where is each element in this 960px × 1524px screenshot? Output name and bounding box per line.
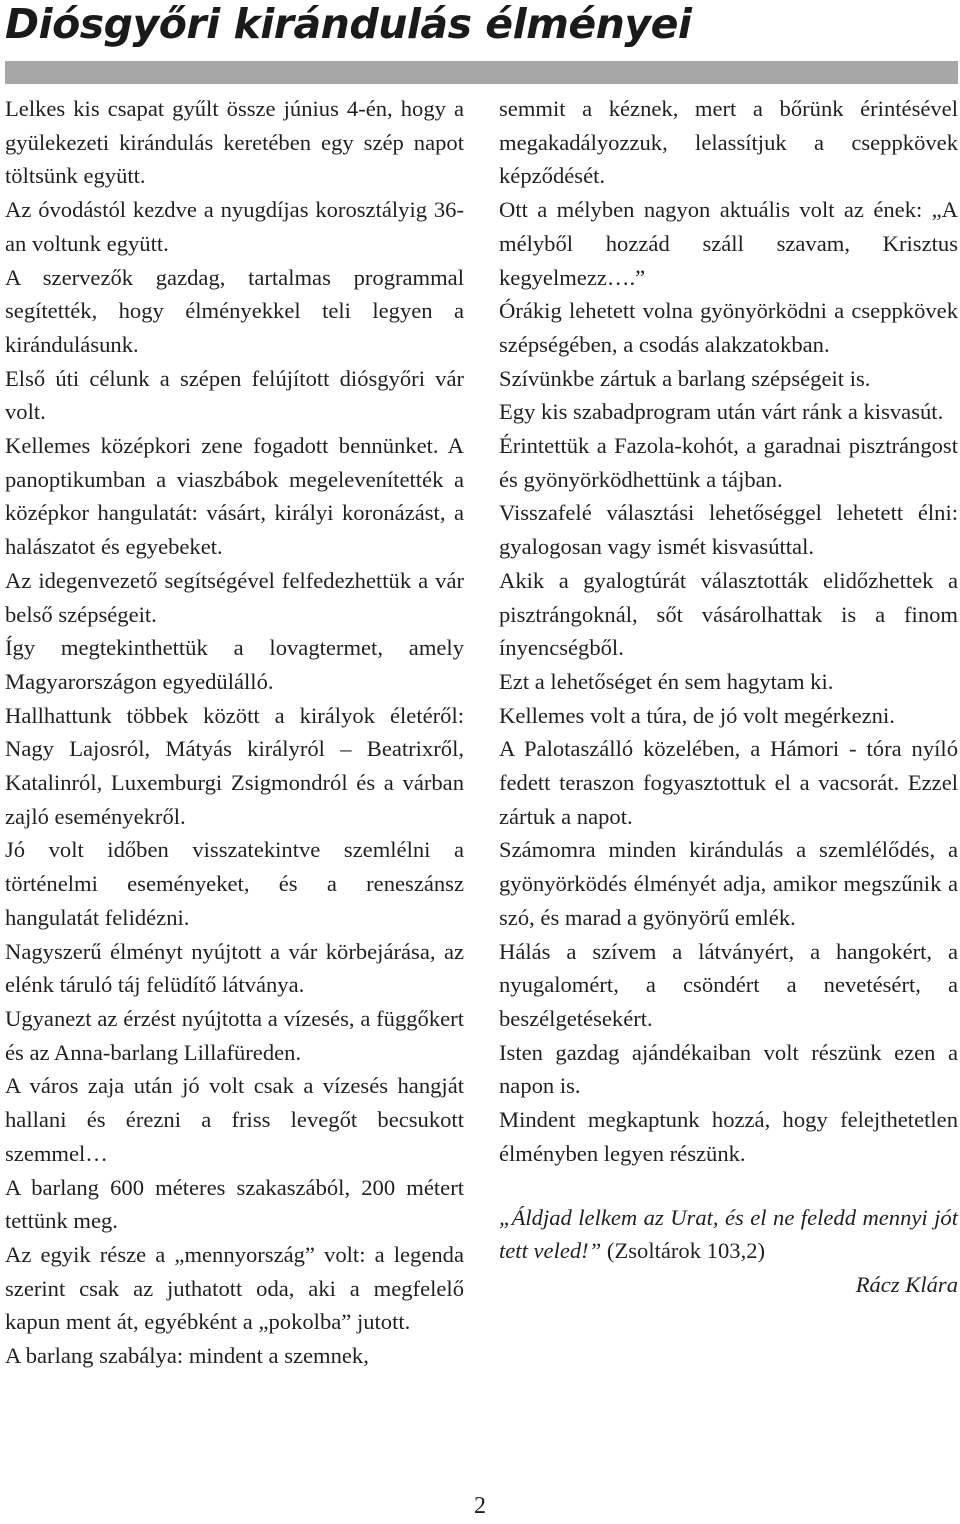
article-title: Diósgyőri kirándulás élményei xyxy=(5,0,692,48)
title-underline-bar xyxy=(5,61,958,84)
paragraph: A város zaja után jó volt csak a vízesés hangját hallani és érezni a friss levegőt becsukott szemmel… xyxy=(5,1073,464,1166)
quote-reference: (Zsoltárok 103,2) xyxy=(601,1238,766,1264)
paragraph: Kellemes volt a túra, de jó volt megérkezni. xyxy=(499,702,895,728)
author-signature: Rácz Klára xyxy=(855,1271,958,1297)
closing-quote xyxy=(499,1201,958,1268)
paragraph: Hálás a szívem a látványért, a hangokért, a nyugalomért, a csöndért a nevetésért, a beszélgetésekért. xyxy=(499,938,958,1031)
paragraph: Az egyik része a „mennyország” volt: a legenda szerint csak az juthatott oda, aki a megfelelő kapun ment át, egyébként a „pokolba” jutott. xyxy=(5,1241,464,1335)
paragraph: Visszafelé választási lehetőséggel lehetett élni: gyalogosan vagy ismét kisvasúttal. xyxy=(499,500,958,560)
paragraph: Az óvodástól kezdve a nyugdíjas korosztályig 36-an voltunk együtt. xyxy=(5,197,464,256)
quote-text: „Áldjad lelkem az Urat, és el ne feledd mennyi jót tett veled!” xyxy=(499,1204,958,1264)
paragraph: Számomra minden kirándulás a szemlélődés, a gyönyörködés élményét adja, amikor megszűnik a szó, és marad a gyönyörű emlék. xyxy=(499,837,958,930)
paragraph: Nagyszerű élményt nyújtott a vár körbejárása, az elénk táruló táj felüdítő látványa. xyxy=(5,938,464,998)
paragraph: Akik a gyalogtúrát választották elidőzhettek a pisztrángoknál, sőt vásárolhattak is a finom ínyencségből. xyxy=(499,567,958,661)
paragraph: Hallhattunk többek között a királyok életéről: Nagy Lajosról, Mátyás királyról – Beatrixről, Katalinról, Luxemburgi Zsigmondról és a várban zajló eseményekről. xyxy=(5,702,464,829)
left-column xyxy=(5,92,464,1373)
paragraph: Az idegenvezető segítségével felfedezhettük a vár belső szépségeit. xyxy=(5,567,464,627)
paragraph: Ugyanezt az érzést nyújtotta a vízesés, a függőkert és az Anna-barlang Lillafüreden. xyxy=(5,1005,464,1065)
paragraph: Első úti célunk a szépen felújított diósgyőri vár volt. xyxy=(5,365,464,425)
paragraph: Órákig lehetett volna gyönyörködni a cseppkövek szépségében, a csodás alakzatokban. xyxy=(499,298,958,357)
paragraph: Ezt a lehetőséget én sem hagytam ki. xyxy=(499,668,834,694)
page-number: 2 xyxy=(474,1493,486,1519)
paragraph: Kellemes középkori zene fogadott bennünket. A panoptikumban a viaszbábok megelevenítették a középkor hangulatát: vásárt, királyi koronázást, a halászatot és egyebeket. xyxy=(5,433,464,560)
paragraph: semmit a kéznek, mert a bőrünk érintésével megakadályozzuk, lelassítjuk a cseppkövek képződését. xyxy=(499,96,958,189)
paragraph: A szervezők gazdag, tartalmas programmal segítették, hogy élményekkel teli legyen a kirándulásunk. xyxy=(5,264,464,357)
paragraph: A Palotaszálló közelében, a Hámori - tóra nyíló fedett teraszon fogyasztottuk el a vacsorát. Ezzel zártuk a napot. xyxy=(499,736,958,829)
paragraph: Isten gazdag ajándékaiban volt részünk ezen a napon is. xyxy=(499,1039,958,1099)
paragraph: Egy kis szabadprogram után várt ránk a kisvasút. xyxy=(499,399,944,425)
paragraph: Ott a mélyben nagyon aktuális volt az ének: „A mélyből hozzád száll szavam, Krisztus kegyelmezz….” xyxy=(499,197,958,290)
paragraph: Érintettük a Fazola-kohót, a garadnai pisztrángost és gyönyörködhettünk a tájban. xyxy=(499,433,958,492)
paragraph: Szívünkbe zártuk a barlang szépségeit is. xyxy=(499,365,871,391)
paragraph: Lelkes kis csapat gyűlt össze június 4-én, hogy a gyülekezeti kirándulás keretében egy szép napot töltsünk együtt. xyxy=(5,96,464,189)
paragraph: A barlang szabálya: mindent a szemnek, xyxy=(5,1343,369,1369)
right-column xyxy=(499,92,958,1302)
paragraph: A barlang 600 méteres szakaszából, 200 métert tettünk meg. xyxy=(5,1174,464,1234)
paragraph: Jó volt időben visszatekintve szemlélni a történelmi eseményeket, és a reneszánsz hangulatát felidézni. xyxy=(5,837,464,930)
paragraph: Mindent megkaptunk hozzá, hogy felejthetetlen élményben legyen részünk. xyxy=(499,1107,958,1166)
paragraph: Így megtekinthettük a lovagtermet, amely Magyarországon egyedülálló. xyxy=(5,635,464,694)
